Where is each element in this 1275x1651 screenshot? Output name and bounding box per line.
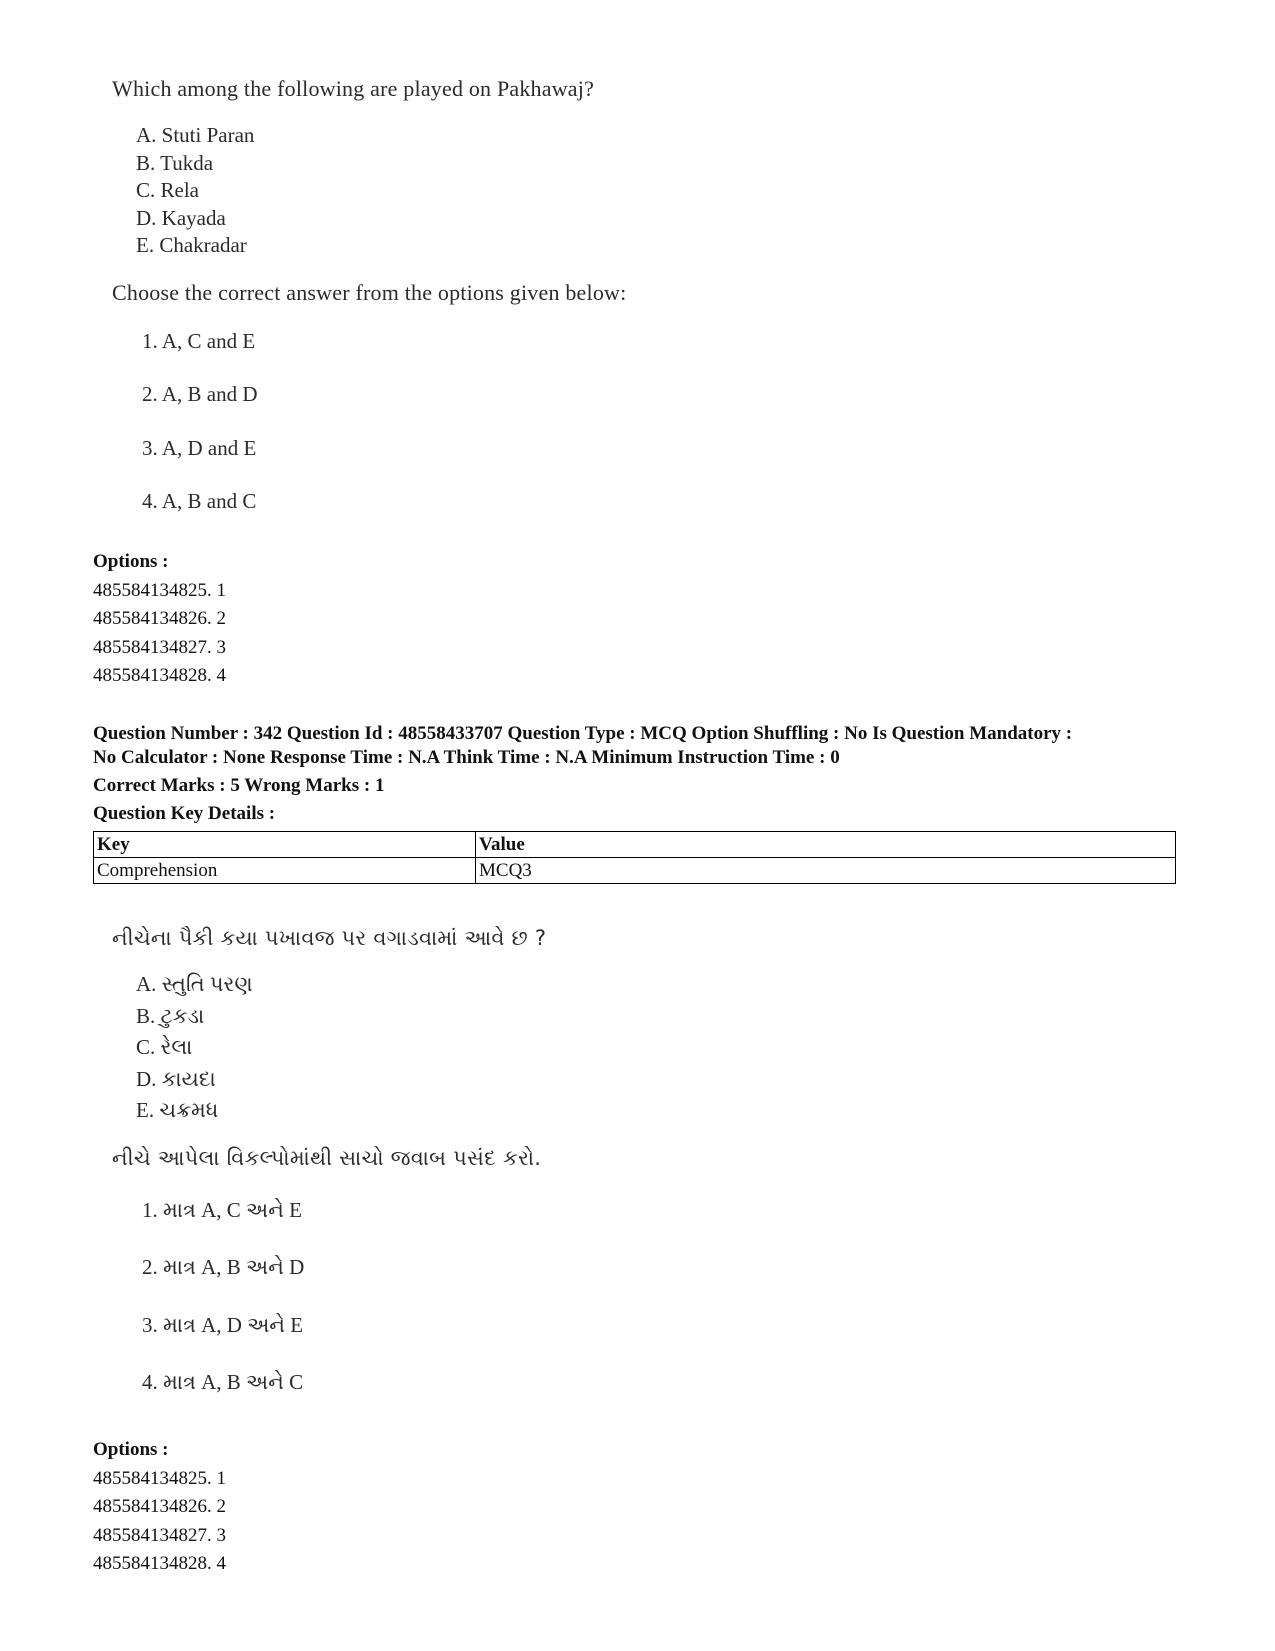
answer-choice-list (142, 1193, 1162, 1423)
statement-item: A. Stuti Paran (136, 123, 255, 147)
statement-item: C. રેલા (136, 1035, 193, 1059)
statement-item: C. Rela (136, 178, 199, 202)
statement-item: D. કાયદા (136, 1066, 216, 1091)
option-item: 485584134827. 3 (93, 1524, 226, 1546)
statement-item: E. ચક્રમધ (136, 1098, 219, 1122)
answer-choice: 2. માત્ર A, B અને D (142, 1255, 305, 1279)
statement-item: A. સ્તુતિ પરણ (136, 972, 253, 996)
gujarati-question-block (112, 921, 1162, 1423)
option-item: 485584134828. 4 (93, 1553, 226, 1574)
table-header-row (94, 832, 1176, 858)
statement-item: B. ટુકડા (136, 1003, 205, 1028)
statement-list (136, 122, 1162, 260)
statement-item: B. Tukda (136, 150, 214, 175)
table-header-cell: Key (94, 832, 476, 858)
table-row (94, 858, 1176, 884)
answer-choice-list (142, 326, 1162, 540)
option-item: 485584134826. 2 (93, 1496, 226, 1517)
statement-item: D. Kayada (136, 205, 226, 230)
answer-choice: 4. માત્ર A, B અને C (142, 1370, 304, 1394)
option-item: 485584134825. 1 (93, 579, 226, 601)
option-item: 485584134826. 2 (93, 608, 226, 629)
question-text: Which among the following are played on Pakhawaj? (112, 76, 595, 101)
table-header-cell: Value (476, 832, 1176, 858)
statement-item: E. Chakradar (136, 233, 247, 257)
question-meta-line: No Calculator : None Response Time : N.A Think Time : N.A Minimum Instruction Time : 0 (93, 747, 840, 768)
marks-line: Correct Marks : 5 Wrong Marks : 1 (93, 775, 385, 796)
answer-choice: 3. માત્ર A, D અને E (142, 1312, 304, 1337)
statement-list (136, 969, 1162, 1127)
instruction-text: Choose the correct answer from the options given below: (112, 279, 627, 305)
option-item: 485584134828. 4 (93, 665, 226, 686)
option-item: 485584134825. 1 (93, 1467, 226, 1489)
options-list (93, 1436, 1193, 1579)
answer-choice: 2. A, B and D (142, 382, 258, 406)
options-list (93, 548, 1193, 691)
answer-choice: 1. માત્ર A, C અને E (142, 1197, 302, 1222)
question-text: નીચેના પૈકી કયા પખાવજ પર વગાડવામાં આવે છ ? (112, 926, 547, 950)
options-heading: Options : (93, 1439, 169, 1460)
key-details-heading: Question Key Details : (93, 803, 276, 824)
answer-choice: 4. A, B and C (142, 489, 257, 513)
table-cell: MCQ3 (476, 858, 1176, 884)
instruction-text: નીચે આપેલા વિકલ્પોમાંથી સાચો જવાબ પસંદ કરો. (112, 1145, 542, 1170)
english-question-block (112, 74, 1162, 540)
question-metadata (93, 722, 1193, 826)
question-meta-line: Question Number : 342 Question Id : 48558433707 Question Type : MCQ Option Shuffling : No Is Question Mandatory : (93, 723, 1073, 744)
answer-choice: 1. A, C and E (142, 328, 256, 353)
table-cell: Comprehension (94, 858, 476, 884)
option-item: 485584134827. 3 (93, 636, 226, 658)
question-key-table (93, 831, 1176, 884)
options-heading: Options : (93, 551, 169, 572)
answer-choice: 3. A, D and E (142, 435, 257, 460)
